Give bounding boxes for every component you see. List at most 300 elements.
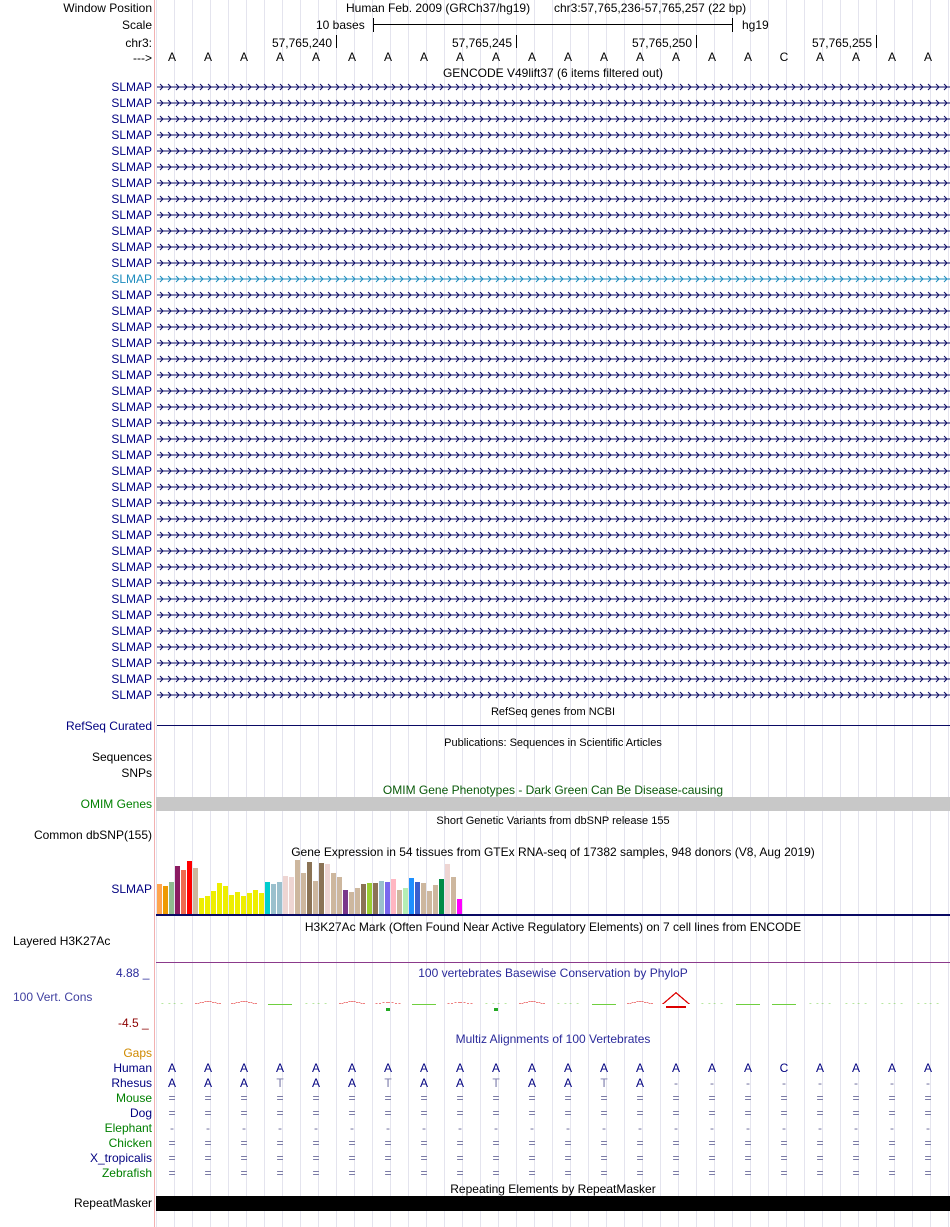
gtex-tissue-bar[interactable] <box>319 863 324 914</box>
gtex-tissue-bar[interactable] <box>313 881 318 914</box>
omim-feature[interactable] <box>156 797 950 811</box>
gtex-tissue-bar[interactable] <box>259 893 264 914</box>
multiz-base: = <box>204 1091 212 1105</box>
gtex-tissue-bar[interactable] <box>445 864 450 914</box>
multiz-base: - <box>890 1121 894 1135</box>
multiz-base: = <box>888 1106 896 1120</box>
gencode-transcript-label[interactable]: SLMAP <box>111 576 152 590</box>
repeatmasker-track-label[interactable]: RepeatMasker <box>73 1196 152 1210</box>
multiz-base: T <box>276 1076 284 1090</box>
gencode-transcript-label[interactable]: SLMAP <box>111 256 152 270</box>
gtex-tissue-bar[interactable] <box>361 884 366 914</box>
gencode-transcript-label[interactable]: SLMAP <box>111 560 152 574</box>
multiz-base: = <box>528 1091 536 1105</box>
gencode-transcript-line[interactable] <box>157 257 950 269</box>
multiz-base: A <box>887 1061 896 1075</box>
multiz-base: = <box>600 1166 608 1180</box>
assembly-name: Human Feb. 2009 (GRCh37/hg19) <box>346 1 531 15</box>
multiz-base: = <box>312 1151 320 1165</box>
multiz-base: - <box>530 1121 534 1135</box>
gtex-tissue-bar[interactable] <box>199 898 204 914</box>
publications-track-title: Publications: Sequences in Scientific Articles <box>444 737 662 749</box>
gencode-transcript-label[interactable]: SLMAP <box>111 464 152 478</box>
gencode-transcript-line[interactable] <box>157 625 950 637</box>
gencode-transcript-line[interactable] <box>157 209 950 221</box>
gencode-transcript-label[interactable]: SLMAP <box>111 128 152 142</box>
gencode-transcript-label[interactable]: SLMAP <box>111 624 152 638</box>
gencode-transcript-line[interactable] <box>157 81 950 93</box>
gencode-transcript-line[interactable] <box>157 449 950 461</box>
gencode-transcript-line[interactable] <box>157 577 950 589</box>
multiz-base: - <box>674 1076 678 1090</box>
conservation-score-mark[interactable] <box>736 1004 760 1005</box>
gtex-tissue-bar[interactable] <box>205 896 210 914</box>
conservation-score-mark[interactable] <box>554 1003 582 1004</box>
multiz-base: = <box>168 1106 176 1120</box>
gencode-transcript-line[interactable] <box>157 337 950 349</box>
gencode-transcript-label[interactable]: SLMAP <box>111 336 152 350</box>
gtex-tissue-bar[interactable] <box>415 882 420 914</box>
sequence-base: A <box>491 50 500 64</box>
gtex-tissue-bar[interactable] <box>325 864 330 914</box>
multiz-base: - <box>746 1121 750 1135</box>
multiz-species-label[interactable]: Human <box>113 1061 152 1075</box>
gencode-transcript-label[interactable]: SLMAP <box>111 288 152 302</box>
multiz-base: = <box>672 1091 680 1105</box>
gencode-transcript-label[interactable]: SLMAP <box>111 272 152 286</box>
conservation-track-label[interactable]: 100 Vert. Cons <box>13 990 93 1004</box>
gencode-transcript-line[interactable] <box>157 385 950 397</box>
multiz-base: = <box>708 1091 716 1105</box>
window-position-value[interactable]: chr3:57,765,236-57,765,257 (22 bp) <box>554 1 747 15</box>
gtex-tissue-bar[interactable] <box>271 884 276 914</box>
multiz-base: = <box>816 1151 824 1165</box>
multiz-base: - <box>170 1121 174 1135</box>
gencode-transcript-line[interactable] <box>157 273 950 285</box>
conservation-score-mark[interactable] <box>662 992 690 1004</box>
gencode-transcript-line[interactable] <box>157 129 950 141</box>
multiz-base: = <box>240 1136 248 1150</box>
multiz-base: A <box>311 1061 320 1075</box>
coordinate-label: 57,765,255 <box>811 36 872 50</box>
gencode-transcript-line[interactable] <box>157 241 950 253</box>
gtex-tissue-bar[interactable] <box>403 888 408 914</box>
multiz-species-label[interactable]: Mouse <box>115 1091 152 1105</box>
gencode-transcript-label[interactable]: SLMAP <box>111 656 152 670</box>
gencode-transcript-label[interactable]: SLMAP <box>111 432 152 446</box>
multiz-base: = <box>780 1166 788 1180</box>
multiz-base: = <box>456 1136 464 1150</box>
multiz-base: = <box>528 1166 536 1180</box>
gtex-tissue-bar[interactable] <box>253 890 258 914</box>
gencode-transcript-line[interactable] <box>157 609 950 621</box>
gtex-tissue-bar[interactable] <box>385 882 390 914</box>
multiz-base: - <box>422 1121 426 1135</box>
multiz-base: - <box>818 1121 822 1135</box>
multiz-species-label[interactable]: Chicken <box>108 1136 152 1150</box>
gtex-tissue-bar[interactable] <box>409 878 414 914</box>
multiz-base: = <box>420 1151 428 1165</box>
coordinate-tick <box>336 35 337 48</box>
gencode-transcript-line[interactable] <box>157 97 950 109</box>
scale-text: 10 bases <box>316 18 365 32</box>
multiz-base: = <box>168 1166 176 1180</box>
sequence-base: A <box>527 50 536 64</box>
conservation-score-mark[interactable] <box>194 1001 222 1004</box>
gtex-tissue-bar[interactable] <box>367 883 372 914</box>
multiz-base: = <box>348 1166 356 1180</box>
conservation-track-title: 100 vertebrates Basewise Conservation by PhyloP <box>418 966 688 980</box>
gtex-tissue-bar[interactable] <box>187 861 192 914</box>
gtex-tissue-bar[interactable] <box>301 873 306 914</box>
gencode-transcript-line[interactable] <box>157 177 950 189</box>
multiz-base: A <box>239 1061 248 1075</box>
gtex-tissue-bar[interactable] <box>379 881 384 914</box>
gencode-transcript-line[interactable] <box>157 369 950 381</box>
gencode-transcript-label[interactable]: SLMAP <box>111 496 152 510</box>
multiz-base: = <box>276 1151 284 1165</box>
dbsnp-track-label[interactable]: Common dbSNP(155) <box>33 828 152 842</box>
sequence-base: A <box>887 50 896 64</box>
multiz-base: = <box>384 1136 392 1150</box>
gencode-transcript-label[interactable]: SLMAP <box>111 592 152 606</box>
gencode-transcript-label[interactable]: SLMAP <box>111 352 152 366</box>
multiz-base: A <box>707 1061 716 1075</box>
gtex-tissue-bar[interactable] <box>331 873 336 914</box>
gencode-transcript-line[interactable] <box>157 673 950 685</box>
gencode-transcript-line[interactable] <box>157 225 950 237</box>
multiz-base: = <box>636 1151 644 1165</box>
gencode-transcript-label[interactable]: SLMAP <box>111 512 152 526</box>
multiz-base: = <box>492 1091 500 1105</box>
sequence-base: A <box>239 50 248 64</box>
gtex-tissue-bar[interactable] <box>433 885 438 914</box>
gencode-transcript-label[interactable]: SLMAP <box>111 448 152 462</box>
scale-bar-left-tick <box>373 18 374 32</box>
publications-label-sequences[interactable]: Sequences <box>91 750 152 764</box>
multiz-base: = <box>852 1151 860 1165</box>
multiz-base: A <box>563 1076 572 1090</box>
conservation-score-mark[interactable] <box>268 1004 292 1005</box>
h3k27ac-track-label[interactable]: Layered H3K27Ac <box>13 934 111 948</box>
multiz-base: = <box>528 1151 536 1165</box>
coordinate-tick <box>696 35 697 48</box>
gencode-transcript-label[interactable]: SLMAP <box>111 240 152 254</box>
multiz-base: A <box>275 1061 284 1075</box>
multiz-base: = <box>564 1166 572 1180</box>
gtex-tissue-bar[interactable] <box>277 882 282 914</box>
multiz-base: A <box>311 1076 320 1090</box>
multiz-base: = <box>780 1106 788 1120</box>
gtex-tissue-bar[interactable] <box>241 896 246 914</box>
gtex-tissue-bar[interactable] <box>349 892 354 914</box>
gtex-tissue-bar[interactable] <box>157 884 162 914</box>
gencode-transcript-label[interactable]: SLMAP <box>111 368 152 382</box>
multiz-base: = <box>780 1136 788 1150</box>
gtex-track-label[interactable]: SLMAP <box>111 882 152 896</box>
conservation-score-mark[interactable] <box>772 1004 796 1005</box>
multiz-base: = <box>312 1166 320 1180</box>
gencode-transcript-line[interactable] <box>157 641 950 653</box>
gtex-tissue-bar[interactable] <box>397 890 402 914</box>
multiz-species-label[interactable]: Dog <box>129 1106 152 1120</box>
multiz-base: - <box>386 1121 390 1135</box>
gencode-transcript-label[interactable]: SLMAP <box>111 208 152 222</box>
gencode-transcript-line[interactable] <box>157 321 950 333</box>
gencode-transcript-line[interactable] <box>157 529 950 541</box>
omim-track-title: OMIM Gene Phenotypes - Dark Green Can Be Disease-causing <box>382 783 724 797</box>
conservation-score-mark[interactable] <box>386 1008 390 1011</box>
multiz-base: = <box>240 1091 248 1105</box>
sequence-base: A <box>347 50 356 64</box>
gtex-tissue-bar[interactable] <box>229 895 234 914</box>
multiz-base: = <box>240 1106 248 1120</box>
multiz-base: = <box>276 1091 284 1105</box>
multiz-base: = <box>168 1151 176 1165</box>
gencode-transcript-line[interactable] <box>157 481 950 493</box>
gtex-tissue-bar[interactable] <box>163 886 168 914</box>
multiz-base: = <box>204 1166 212 1180</box>
gencode-transcript-label[interactable]: SLMAP <box>111 320 152 334</box>
gencode-transcript-line[interactable] <box>157 433 950 445</box>
conservation-score-mark[interactable] <box>158 1003 186 1004</box>
multiz-track-title: Multiz Alignments of 100 Vertebrates <box>455 1032 651 1046</box>
gencode-transcript-line[interactable] <box>157 513 950 525</box>
gtex-tissue-bar[interactable] <box>307 862 312 914</box>
omim-track-label[interactable]: OMIM Genes <box>80 797 152 811</box>
sequence-base: A <box>203 50 212 64</box>
multiz-base: A <box>239 1076 248 1090</box>
gtex-tissue-bar[interactable] <box>439 879 444 914</box>
gtex-tissue-bar[interactable] <box>337 877 342 914</box>
multiz-base: = <box>420 1166 428 1180</box>
multiz-base: = <box>636 1166 644 1180</box>
gencode-transcript-label[interactable]: SLMAP <box>111 144 152 158</box>
multiz-base: = <box>924 1166 932 1180</box>
gencode-transcript-label[interactable]: SLMAP <box>111 400 152 414</box>
conservation-score-mark[interactable] <box>842 1003 870 1004</box>
coordinate-label: 57,765,245 <box>451 36 512 50</box>
conservation-score-mark[interactable] <box>412 1004 436 1005</box>
gtex-tissue-bar[interactable] <box>427 891 432 914</box>
multiz-base: A <box>635 1076 644 1090</box>
multiz-base: = <box>888 1166 896 1180</box>
gencode-transcript-label[interactable]: SLMAP <box>111 672 152 686</box>
multiz-base: = <box>708 1136 716 1150</box>
gtex-tissue-bar[interactable] <box>181 870 186 914</box>
multiz-base: = <box>672 1136 680 1150</box>
conservation-score-mark[interactable] <box>878 1003 906 1004</box>
gencode-transcript-line[interactable] <box>157 593 950 605</box>
multiz-base: A <box>347 1061 356 1075</box>
multiz-base: = <box>636 1106 644 1120</box>
gtex-tissue-bar[interactable] <box>247 893 252 914</box>
multiz-base: = <box>528 1106 536 1120</box>
multiz-base: A <box>815 1061 824 1075</box>
gencode-track-title: GENCODE V49lift37 (6 items filtered out) <box>442 66 664 80</box>
multiz-base: = <box>744 1151 752 1165</box>
gencode-transcript-label[interactable]: SLMAP <box>111 384 152 398</box>
gtex-tissue-bar[interactable] <box>295 860 300 914</box>
multiz-species-label[interactable]: Elephant <box>104 1121 152 1135</box>
conservation-score-mark[interactable] <box>666 1006 686 1008</box>
refseq-line[interactable] <box>157 725 950 726</box>
multiz-base: - <box>350 1121 354 1135</box>
gencode-transcript-label[interactable]: SLMAP <box>111 160 152 174</box>
multiz-base: - <box>926 1121 930 1135</box>
gencode-transcript-label[interactable]: SLMAP <box>111 688 152 702</box>
conservation-score-mark[interactable] <box>698 1003 726 1004</box>
multiz-base: - <box>854 1121 858 1135</box>
multiz-base: A <box>671 1061 680 1075</box>
gencode-transcript-label[interactable]: SLMAP <box>111 80 152 94</box>
multiz-base: - <box>278 1121 282 1135</box>
multiz-base: A <box>383 1061 392 1075</box>
multiz-species-label[interactable]: Zebrafish <box>101 1166 152 1180</box>
multiz-base: = <box>744 1106 752 1120</box>
conservation-score-mark[interactable] <box>592 1004 616 1005</box>
repeatmasker-feature[interactable] <box>156 1196 950 1211</box>
gencode-transcript-label[interactable]: SLMAP <box>111 608 152 622</box>
gencode-transcript-label[interactable]: SLMAP <box>111 112 152 126</box>
h3k27ac-track-title: H3K27Ac Mark (Often Found Near Active Regulatory Elements) on 7 cell lines from ENCODE <box>304 920 802 934</box>
gencode-transcript-label[interactable]: SLMAP <box>111 176 152 190</box>
gencode-transcript-line[interactable] <box>157 113 950 125</box>
gencode-transcript-line[interactable] <box>157 145 950 157</box>
gtex-tissue-bar[interactable] <box>421 883 426 914</box>
gencode-transcript-label[interactable]: SLMAP <box>111 192 152 206</box>
gencode-transcript-label[interactable]: SLMAP <box>111 416 152 430</box>
multiz-base: = <box>744 1166 752 1180</box>
multiz-base: = <box>672 1166 680 1180</box>
multiz-base: = <box>636 1091 644 1105</box>
multiz-base: = <box>348 1091 356 1105</box>
multiz-base: = <box>888 1091 896 1105</box>
gencode-transcript-label[interactable]: SLMAP <box>111 544 152 558</box>
gtex-tissue-bar[interactable] <box>211 891 216 914</box>
multiz-base: = <box>708 1166 716 1180</box>
scale-label: Scale <box>121 18 152 32</box>
gtex-tissue-bar[interactable] <box>343 890 348 914</box>
gtex-tissue-bar[interactable] <box>235 892 240 914</box>
multiz-base: = <box>744 1091 752 1105</box>
gencode-transcript-line[interactable] <box>157 401 950 413</box>
gencode-transcript-line[interactable] <box>157 161 950 173</box>
gtex-tissue-bar[interactable] <box>223 886 228 914</box>
gtex-tissue-bar[interactable] <box>391 879 396 914</box>
multiz-base: = <box>312 1091 320 1105</box>
multiz-base: - <box>818 1076 822 1090</box>
conservation-score-mark[interactable] <box>806 1003 834 1004</box>
multiz-base: - <box>602 1121 606 1135</box>
gencode-transcript-line[interactable] <box>157 657 950 669</box>
coordinate-tick <box>876 35 877 48</box>
gencode-transcript-line[interactable] <box>157 465 950 477</box>
conservation-score-mark[interactable] <box>338 1001 366 1004</box>
gencode-transcript-label[interactable]: SLMAP <box>111 640 152 654</box>
multiz-species-label[interactable]: X_tropicalis <box>89 1151 152 1165</box>
multiz-base: = <box>240 1166 248 1180</box>
gtex-tissue-bar[interactable] <box>289 877 294 914</box>
multiz-base: A <box>851 1061 860 1075</box>
multiz-base: - <box>746 1076 750 1090</box>
conservation-score-mark[interactable] <box>518 1001 546 1004</box>
multiz-base: - <box>710 1076 714 1090</box>
refseq-track-label[interactable]: RefSeq Curated <box>65 719 152 733</box>
gtex-barchart[interactable] <box>156 860 536 914</box>
multiz-base: = <box>528 1136 536 1150</box>
gencode-transcript-line[interactable] <box>157 417 950 429</box>
gencode-transcript-label[interactable]: SLMAP <box>111 304 152 318</box>
multiz-base: - <box>242 1121 246 1135</box>
multiz-base: - <box>566 1121 570 1135</box>
conservation-score-mark[interactable] <box>374 1002 402 1004</box>
gencode-transcript-line[interactable] <box>157 497 950 509</box>
gencode-transcript-label[interactable]: SLMAP <box>111 528 152 542</box>
sequence-base: A <box>635 50 644 64</box>
gtex-tissue-bar[interactable] <box>193 868 198 914</box>
conservation-score-mark[interactable] <box>446 1002 474 1004</box>
gencode-transcript-line[interactable] <box>157 289 950 301</box>
gtex-tissue-bar[interactable] <box>169 882 174 914</box>
gencode-transcript-line[interactable] <box>157 545 950 557</box>
multiz-base: = <box>600 1091 608 1105</box>
gencode-transcript-line[interactable] <box>157 689 950 701</box>
conservation-score-mark[interactable] <box>914 1003 942 1004</box>
gtex-tissue-bar[interactable] <box>217 883 222 914</box>
sequence-base: A <box>563 50 572 64</box>
multiz-base: = <box>492 1151 500 1165</box>
gtex-tissue-bar[interactable] <box>451 877 456 914</box>
gtex-tissue-bar[interactable] <box>283 876 288 914</box>
multiz-base: = <box>492 1106 500 1120</box>
gencode-transcript-label[interactable]: SLMAP <box>111 224 152 238</box>
conservation-score-mark[interactable] <box>482 1003 510 1004</box>
conservation-score-mark[interactable] <box>302 1003 330 1004</box>
gencode-transcript-line[interactable] <box>157 305 950 317</box>
multiz-base: - <box>674 1121 678 1135</box>
gtex-tissue-bar[interactable] <box>175 866 180 914</box>
gencode-transcript-label[interactable]: SLMAP <box>111 96 152 110</box>
gtex-tissue-bar[interactable] <box>457 899 462 914</box>
gencode-transcript-line[interactable] <box>157 561 950 573</box>
multiz-base: = <box>780 1151 788 1165</box>
multiz-base: = <box>384 1151 392 1165</box>
conservation-score-mark[interactable] <box>230 1001 258 1004</box>
gencode-transcript-label[interactable]: SLMAP <box>111 480 152 494</box>
gencode-transcript-line[interactable] <box>157 193 950 205</box>
gtex-tissue-bar[interactable] <box>355 888 360 914</box>
publications-label-snps[interactable]: SNPs <box>121 766 152 780</box>
gtex-tissue-bar[interactable] <box>373 883 378 914</box>
multiz-base: = <box>744 1136 752 1150</box>
multiz-species-label[interactable]: Rhesus <box>111 1076 152 1090</box>
conservation-score-mark[interactable] <box>626 1001 654 1004</box>
multiz-base: = <box>852 1136 860 1150</box>
scale-db: hg19 <box>742 18 769 32</box>
sequence-base: A <box>275 50 284 64</box>
conservation-max-label: 4.88 _ <box>116 966 150 980</box>
multiz-gaps-label: Gaps <box>123 1046 152 1060</box>
sequence-base: A <box>815 50 824 64</box>
conservation-score-mark[interactable] <box>494 1008 498 1011</box>
multiz-base: = <box>564 1136 572 1150</box>
multiz-base: = <box>672 1151 680 1165</box>
multiz-base: = <box>276 1166 284 1180</box>
multiz-base: - <box>926 1076 930 1090</box>
gencode-transcript-line[interactable] <box>157 353 950 365</box>
gtex-tissue-bar[interactable] <box>265 882 270 914</box>
